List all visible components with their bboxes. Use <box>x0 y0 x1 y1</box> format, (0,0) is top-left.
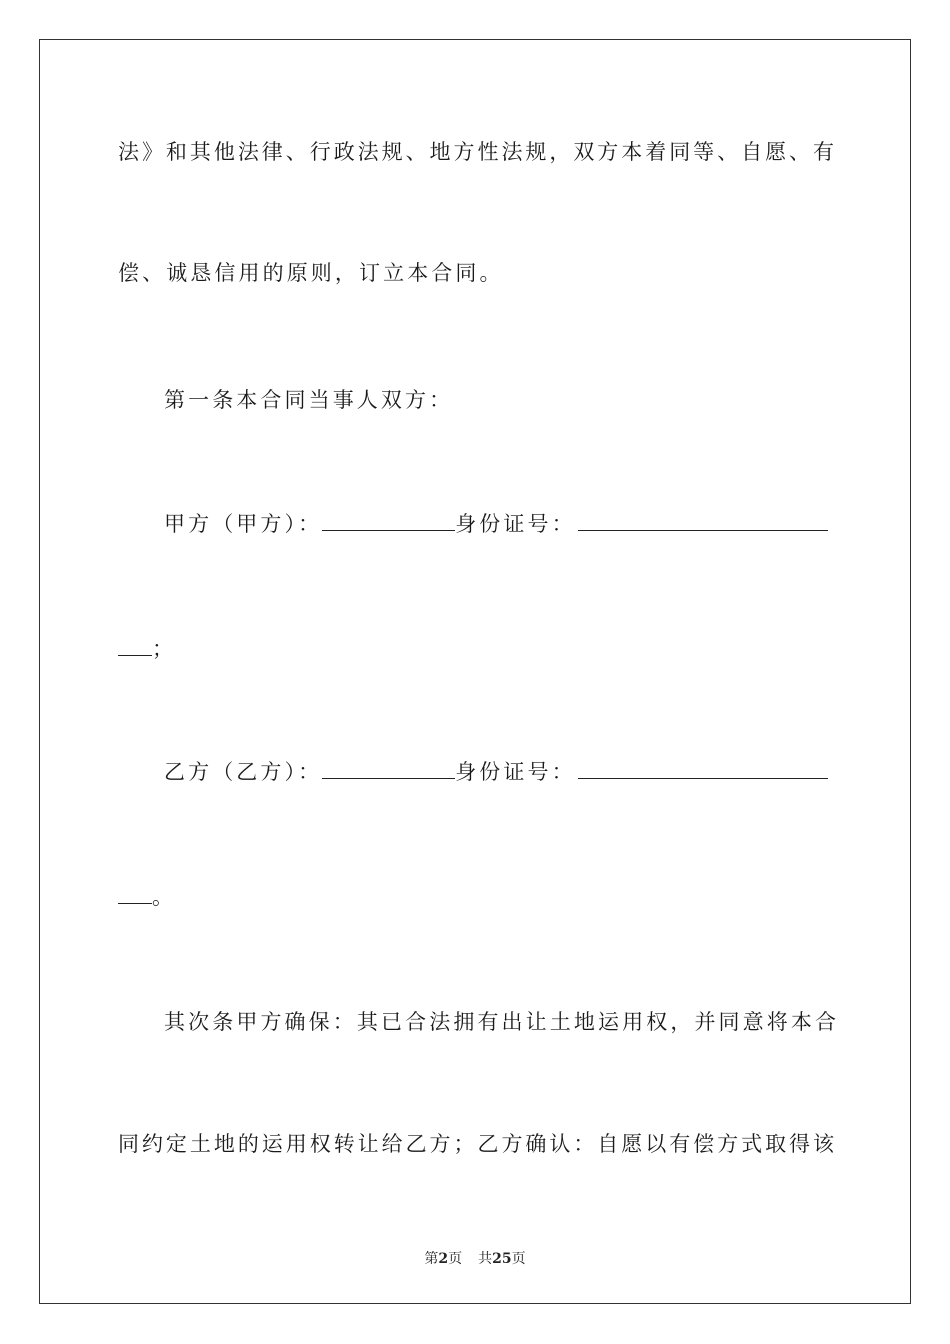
footer-total-pages: 25 <box>492 1251 512 1267</box>
party-b-row <box>164 757 836 787</box>
party-b-id-blank-continued[interactable] <box>118 883 152 904</box>
paragraph-line: 偿、诚恳信用的原则，订立本合同。 <box>118 261 504 285</box>
page-border <box>39 39 911 1304</box>
party-b-id-blank[interactable] <box>578 758 828 779</box>
party-b-row-continuation <box>118 882 834 912</box>
article-2-line: 其次条甲方确保：其已合法拥有出让土地运用权，并同意将本合 <box>164 1010 836 1034</box>
article-1-heading: 第一条本合同当事人双方： <box>164 388 454 412</box>
article-2-line: 同约定土地的运用权转让给乙方；乙方确认：自愿以有偿方式取得该 <box>118 1132 834 1156</box>
party-b-end-mark: 。 <box>152 885 177 909</box>
party-a-id-label: 身份证号： <box>455 512 576 536</box>
footer-total-prefix: 共 <box>478 1251 493 1267</box>
party-a-end-mark: ； <box>152 637 177 661</box>
paragraph-line: 法》和其他法律、行政法规、地方性法规，双方本着同等、自愿、有 <box>118 140 834 164</box>
party-a-id-blank-continued[interactable] <box>118 635 152 656</box>
footer-page-prefix: 第 <box>424 1251 439 1267</box>
party-b-id-label: 身份证号： <box>455 760 576 784</box>
party-b-label: 乙方（乙方）： <box>164 760 323 784</box>
party-b-name-blank[interactable] <box>322 758 455 779</box>
party-a-name-blank[interactable] <box>322 510 455 531</box>
footer-total-suffix: 页 <box>511 1251 526 1267</box>
party-a-row-continuation <box>118 634 834 664</box>
footer-page-suffix: 页 <box>448 1251 463 1267</box>
party-a-id-blank[interactable] <box>578 510 828 531</box>
party-a-row <box>164 509 836 539</box>
page-footer <box>0 1248 950 1268</box>
party-a-label: 甲方（甲方）： <box>164 512 323 536</box>
footer-page-number: 2 <box>438 1251 449 1267</box>
